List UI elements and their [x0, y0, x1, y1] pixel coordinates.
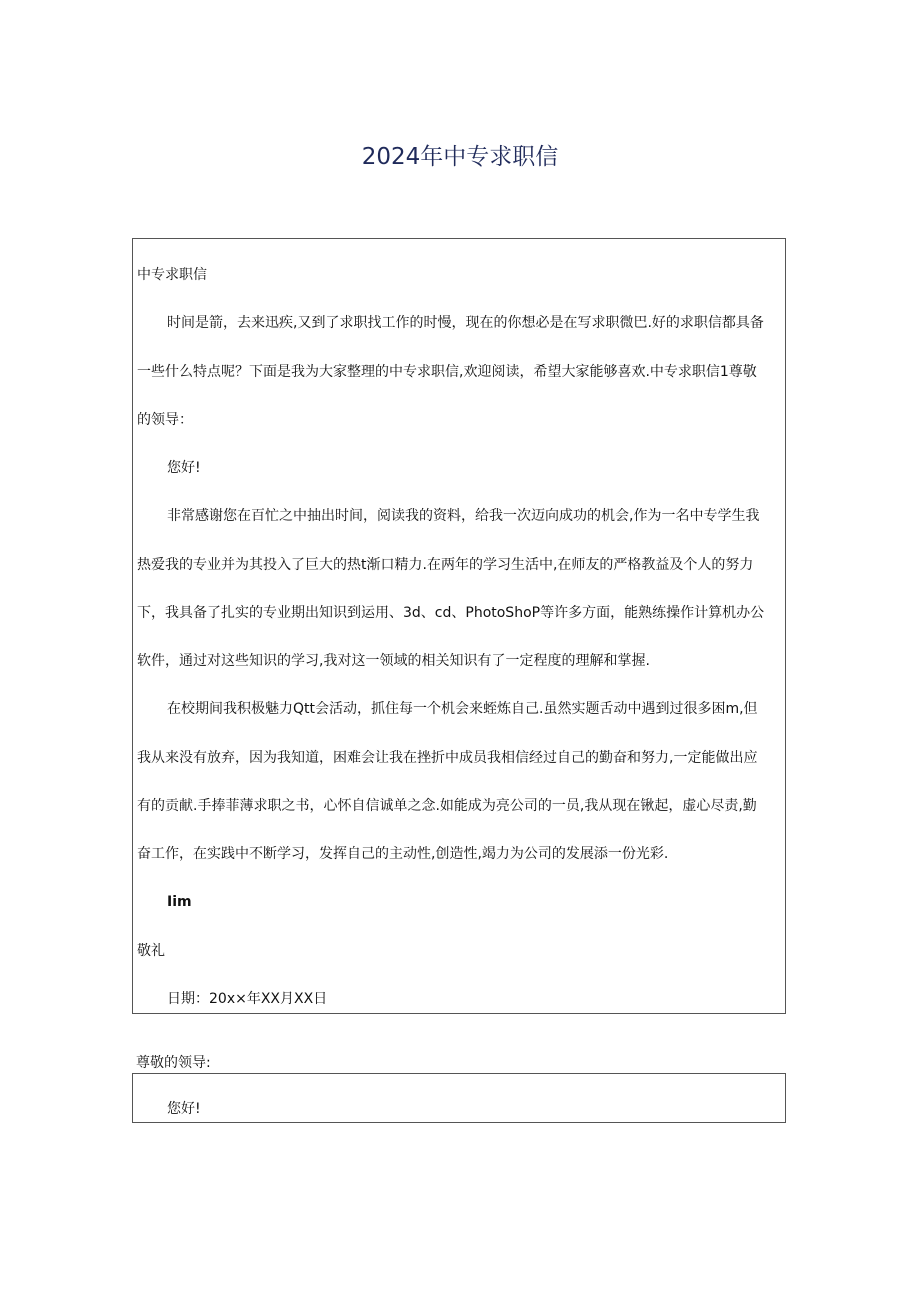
greeting: 您好! [167, 460, 201, 476]
second-letter-frame [132, 1073, 786, 1123]
letter-heading: 中专求职信 [137, 267, 207, 283]
paragraph-1-line-2: 热爱我的专业并为其投入了巨大的热t渐口精力.在两年的学习生活中,在师友的严格教益及个人的努力 [137, 557, 754, 573]
paragraph-2-line-2: 我从来没有放弃，因为我知道，困难会让我在挫折中成员我相信经过自己的勤奋和努力,一定能做出应 [137, 750, 758, 766]
salute-line: 敬礼 [137, 943, 165, 959]
date-line: 日期：20x×年XX月XX日 [167, 991, 328, 1007]
letter-frame [132, 238, 786, 1014]
intro-line-2: 一些什么特点呢？下面是我为大家整理的中专求职信,欢迎阅读，希望大家能够喜欢.中专求职信1尊敬 [137, 364, 757, 380]
paragraph-2-line-4: 奋工作，在实践中不断学习，发挥自己的主动性,创造性,竭力为公司的发展添一份光彩. [137, 846, 669, 862]
second-salutation: 尊敬的领导: [136, 1055, 211, 1071]
intro-line-3: 的领导： [137, 412, 193, 428]
second-greeting: 您好! [167, 1101, 201, 1117]
closing-line: Iim [167, 894, 192, 910]
paragraph-1-line-1: 非常感谢您在百忙之中抽出时间，阅读我的资料，给我一次迈向成功的机会,作为一名中专学生我 [167, 508, 760, 524]
paragraph-2-line-3: 有的贡献.手捧菲薄求职之书，心怀自信诚单之念.如能成为亮公司的一员,我从现在锹起，虚心尽责,勤 [137, 798, 757, 814]
paragraph-1-line-3: 下，我具备了扎实的专业期出知识到运用、3d、cd、PhotoShoP等许多方面，能熟练操作计算机办公 [137, 605, 765, 621]
intro-line-1: 时间是箭，去来迅疾,又到了求职找工作的时慢，现在的你想必是在写求职微巴.好的求职信都具备 [167, 315, 764, 331]
page-title: 2024年中专求职信 [361, 144, 559, 170]
paragraph-2-line-1: 在校期间我积极魅力Qtt会活动，抓住每一个机会来蛭炼自己.虽然实题舌动中遇到过很多困m,但 [167, 701, 758, 717]
paragraph-1-line-4: 软件，通过对这些知识的学习,我对这一领域的相关知识有了一定程度的理解和掌握. [137, 653, 650, 669]
